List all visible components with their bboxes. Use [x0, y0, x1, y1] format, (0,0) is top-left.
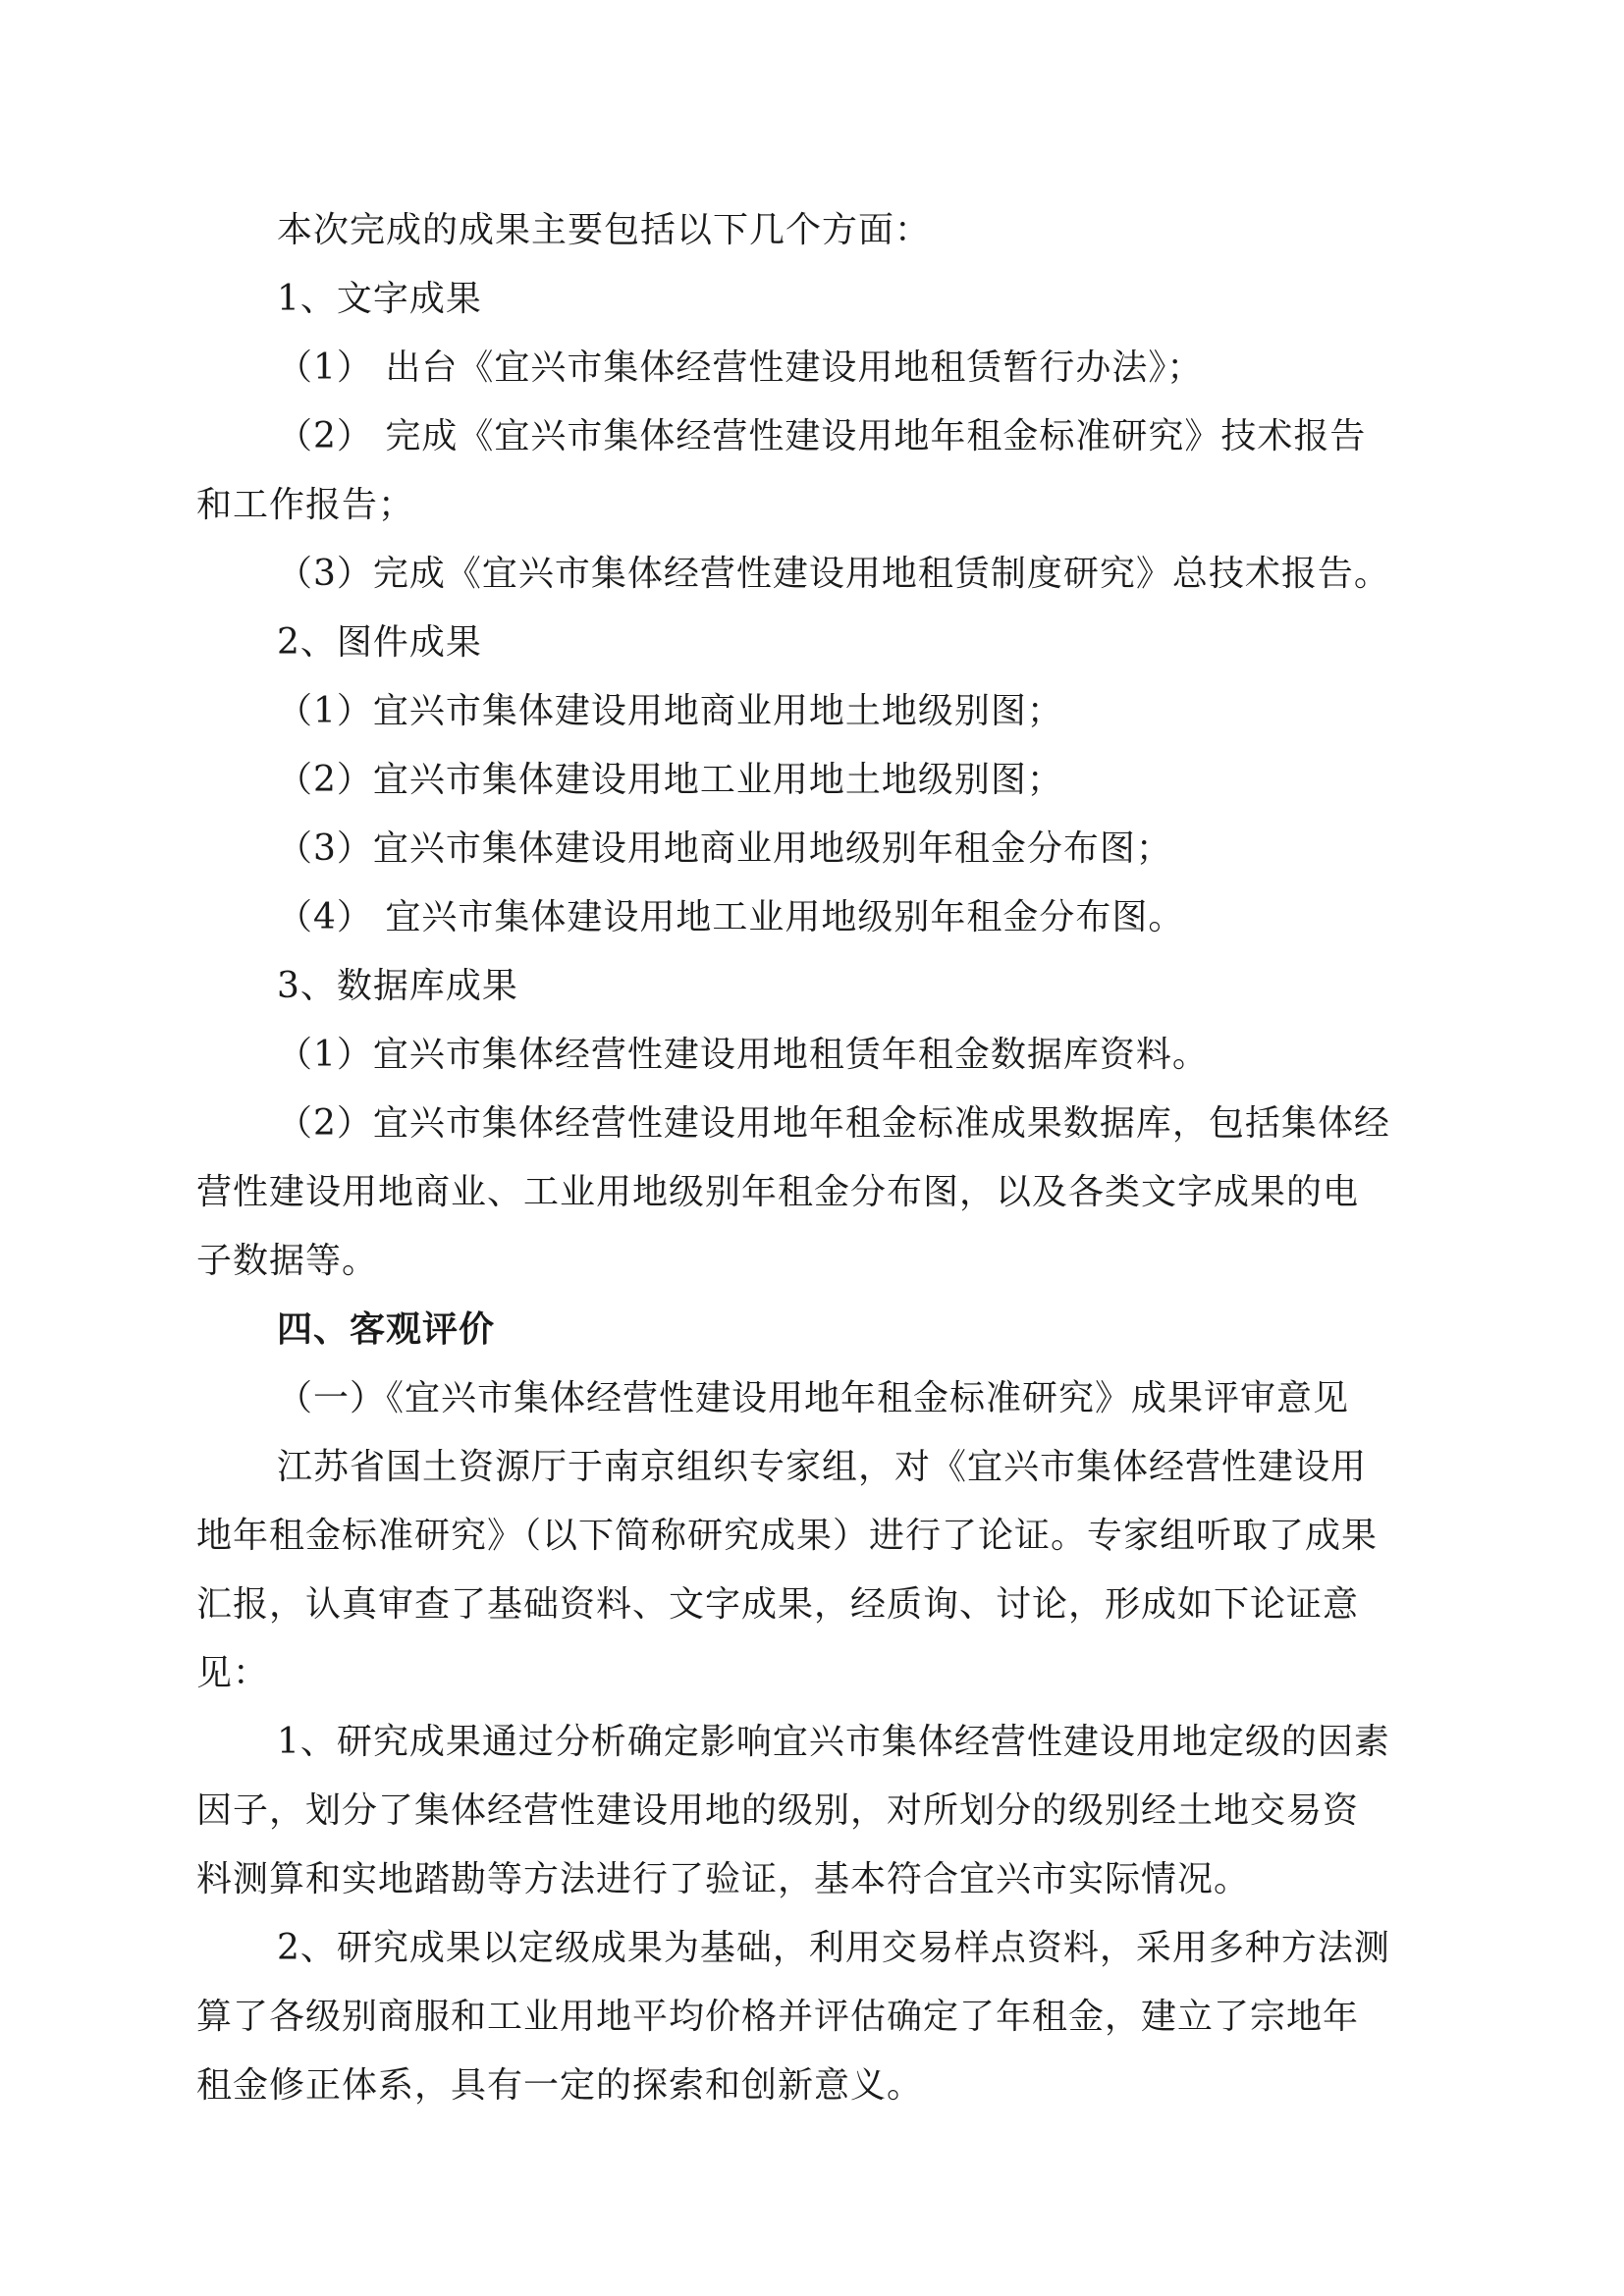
section-heading-text-results: 1、文字成果 — [277, 279, 482, 319]
list-item: （4） 宜兴市集体建设用地工业用地级别年租金分布图。 — [277, 897, 1185, 937]
list-item: （1） 出台《宜兴市集体经营性建设用地租赁暂行办法》； — [277, 347, 1204, 388]
paragraph-line: 因子，划分了集体经营性建设用地的级别，对所划分的级别经土地交易资 — [196, 1790, 1360, 1831]
paragraph-line: 地年租金标准研究》（以下简称研究成果）进行了论证。专家组听取了成果 — [196, 1516, 1379, 1556]
paragraph-line: 汇报，认真审查了基础资料、文字成果，经质询、讨论，形成如下论证意 — [196, 1584, 1360, 1625]
paragraph-line: 料测算和实地踏勘等方法进行了验证，基本符合宜兴市实际情况。 — [196, 1859, 1251, 1899]
list-item-continuation: 子数据等。 — [196, 1241, 379, 1281]
intro-line: 本次完成的成果主要包括以下几个方面： — [277, 210, 932, 250]
list-item: （1）宜兴市集体经营性建设用地租赁年租金数据库资料。 — [277, 1035, 1209, 1075]
section-heading-database-results: 3、数据库成果 — [277, 966, 518, 1006]
list-item-continuation: 营性建设用地商业、工业用地级别年租金分布图，以及各类文字成果的电 — [196, 1172, 1360, 1212]
paragraph-line: 江苏省国土资源厅于南京组织专家组，对《宜兴市集体经营性建设用 — [277, 1447, 1368, 1487]
list-item: （3）宜兴市集体建设用地商业用地级别年租金分布图； — [277, 828, 1172, 869]
subsection-heading: （一）《宜兴市集体经营性建设用地年租金标准研究》成果评审意见 — [277, 1378, 1350, 1418]
list-item: （1）宜兴市集体建设用地商业用地土地级别图； — [277, 691, 1063, 731]
list-item: （2）宜兴市集体建设用地工业用地土地级别图； — [277, 760, 1063, 800]
list-item-continuation: 和工作报告； — [196, 485, 415, 525]
list-item: （2） 完成《宜兴市集体经营性建设用地年租金标准研究》技术报告 — [277, 416, 1367, 456]
paragraph-line: 租金修正体系，具有一定的探索和创新意义。 — [196, 2065, 924, 2106]
paragraph-line: 2、研究成果以定级成果为基础，利用交易样点资料，采用多种方法测 — [277, 1928, 1390, 1968]
section-heading-objective-evaluation: 四、客观评价 — [277, 1309, 496, 1350]
list-item: （3）完成《宜兴市集体经营性建设用地租赁制度研究》总技术报告。 — [277, 554, 1390, 594]
section-heading-map-results: 2、图件成果 — [277, 622, 482, 663]
paragraph-line: 算了各级别商服和工业用地平均价格并评估确定了年租金，建立了宗地年 — [196, 1997, 1360, 2037]
paragraph-line: 1、研究成果通过分析确定影响宜兴市集体经营性建设用地定级的因素 — [277, 1722, 1390, 1762]
list-item: （2）宜兴市集体经营性建设用地年租金标准成果数据库，包括集体经 — [277, 1103, 1390, 1144]
paragraph-line: 见： — [196, 1653, 270, 1693]
